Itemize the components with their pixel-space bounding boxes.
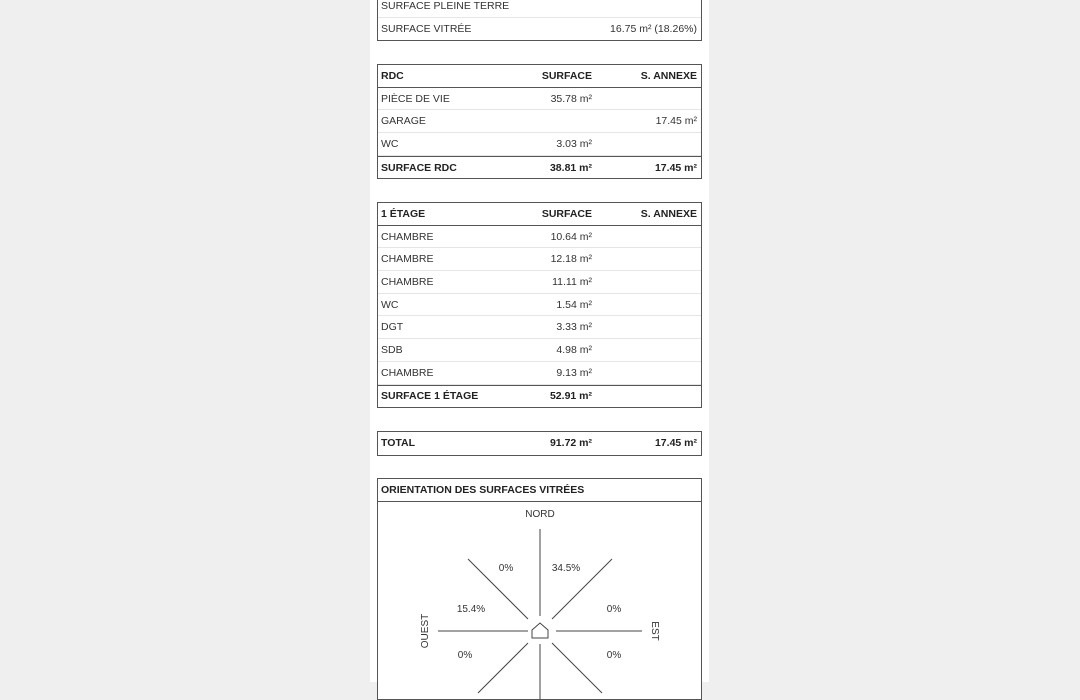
- total-annexe: 17.45 m²: [654, 161, 697, 174]
- orientation-panel: [377, 478, 702, 700]
- header-annexe: S. ANNEXE: [640, 207, 697, 220]
- header-name: 1 ÉTAGE: [381, 207, 426, 220]
- orientation-title: ORIENTATION DES SURFACES VITRÉES: [378, 479, 701, 502]
- table-total-row: [378, 432, 701, 455]
- etage-table: [377, 202, 702, 408]
- header-name: RDC: [381, 69, 404, 82]
- table-header: [378, 65, 701, 88]
- table-total-row: [378, 385, 701, 408]
- table-row: [378, 316, 701, 339]
- room-surface: 9.13 m²: [556, 366, 592, 379]
- surface-summary-table: [377, 0, 702, 41]
- room-name: PIÈCE DE VIE: [381, 92, 450, 105]
- total-name: TOTAL: [381, 437, 416, 450]
- room-name: WC: [381, 137, 399, 150]
- table-row: [378, 271, 701, 294]
- orientation-diagram: [378, 479, 701, 699]
- total-surface: 52.91 m²: [549, 390, 592, 403]
- table-row: [378, 88, 701, 111]
- grand-total-table: [377, 431, 702, 456]
- north-label: NORD: [525, 509, 555, 520]
- pct-est-nord: 0%: [606, 604, 622, 615]
- pct-nord-ouest: 0%: [498, 563, 514, 574]
- header-surface: SURFACE: [541, 207, 592, 220]
- total-surface: 38.81 m²: [549, 161, 592, 174]
- table-row: [378, 248, 701, 271]
- header-surface: SURFACE: [541, 69, 592, 82]
- room-name: CHAMBRE: [381, 366, 434, 379]
- west-label: OUEST: [420, 613, 431, 649]
- room-surface: 11.11 m²: [552, 275, 592, 288]
- total-name: SURFACE 1 ÉTAGE: [381, 390, 479, 403]
- pct-est-sud: 0%: [606, 650, 622, 661]
- total-name: SURFACE RDC: [381, 161, 457, 174]
- room-name: CHAMBRE: [381, 253, 434, 266]
- southeast-axis: [552, 643, 602, 693]
- pct-nord-est: 34.5%: [551, 563, 581, 574]
- table-row: [378, 226, 701, 249]
- table-row: [378, 0, 701, 18]
- room-name: DGT: [381, 321, 404, 334]
- rdc-table: [377, 64, 702, 179]
- room-name: CHAMBRE: [381, 230, 434, 243]
- total-surface: 91.72 m²: [549, 437, 592, 450]
- table-row: [378, 294, 701, 317]
- house-icon: [532, 623, 548, 638]
- room-surface: 3.03 m²: [556, 137, 592, 150]
- room-surface: 4.98 m²: [556, 343, 592, 356]
- pct-ouest-nord: 15.4%: [456, 604, 486, 615]
- room-name: GARAGE: [381, 115, 426, 128]
- table-row: [378, 18, 701, 41]
- table-row: [378, 362, 701, 385]
- table-row: [378, 339, 701, 362]
- room-surface: 35.78 m²: [550, 92, 592, 105]
- row-value: 16.75 m² (18.26%): [610, 23, 697, 36]
- table-row: [378, 133, 701, 156]
- header-annexe: S. ANNEXE: [640, 69, 697, 82]
- room-surface: 12.18 m²: [550, 253, 592, 266]
- room-surface: 10.64 m²: [550, 230, 592, 243]
- row-label: SURFACE PLEINE TERRE: [381, 0, 510, 12]
- table-total-row: [378, 156, 701, 179]
- room-annexe: 17.45 m²: [655, 115, 697, 128]
- table-row: [378, 110, 701, 133]
- room-surface: 3.33 m²: [556, 321, 592, 334]
- pct-ouest-sud: 0%: [457, 650, 473, 661]
- southwest-axis: [478, 643, 528, 693]
- total-annexe: 17.45 m²: [654, 437, 697, 450]
- east-label: EST: [649, 621, 660, 641]
- room-surface: 1.54 m²: [556, 298, 592, 311]
- room-name: CHAMBRE: [381, 275, 434, 288]
- room-name: SDB: [381, 343, 403, 356]
- report-sheet: [370, 0, 709, 682]
- row-label: SURFACE VITRÉE: [381, 23, 472, 36]
- table-header: [378, 203, 701, 226]
- room-name: WC: [381, 298, 399, 311]
